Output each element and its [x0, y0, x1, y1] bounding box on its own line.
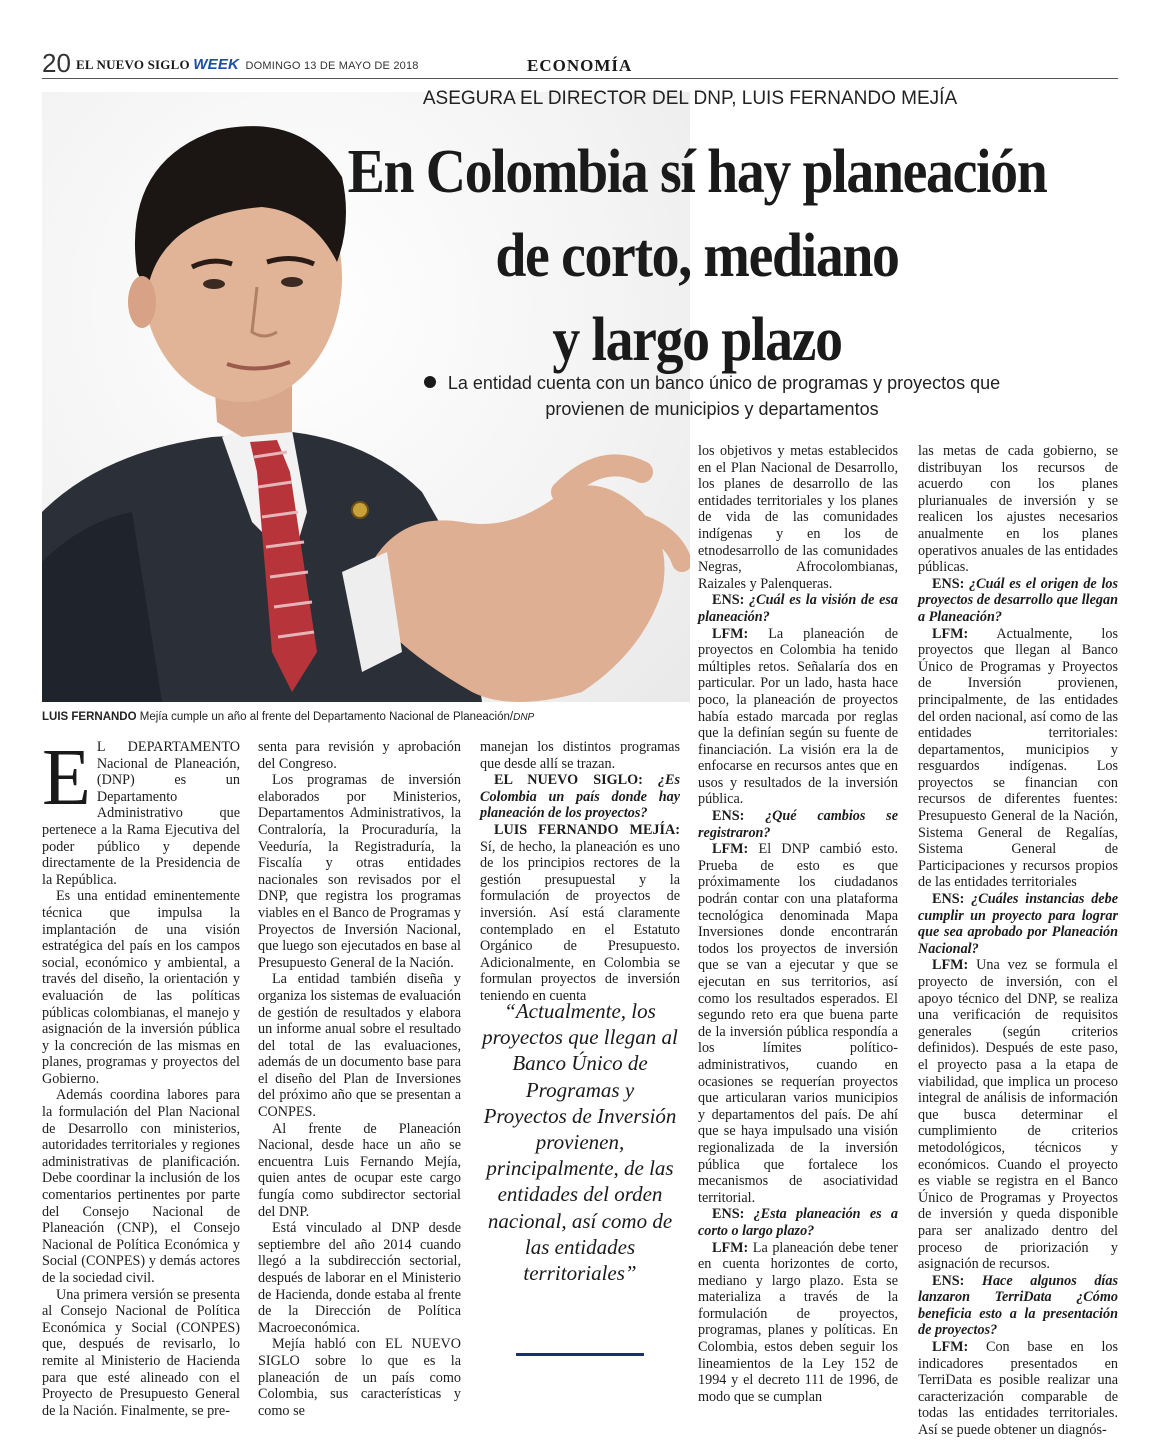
headline-line-3: y largo plazo: [552, 306, 842, 374]
paper-name: EL NUEVO SIGLO: [76, 57, 190, 72]
interview-question: ENS: ¿Qué cambios se registraron?: [698, 808, 898, 841]
column-5: [918, 443, 1118, 1439]
paragraph: senta para revisión y aprobación del Congreso.: [258, 739, 461, 772]
interview-answer: LFM: El DNP cambió esto. Prueba de esto es que próximamente los ciudadanos podrán contar con una plataforma tecnológica denominada Mapa Inversiones donde encontrarán todos los proyectos de inversión que se van a ejecutar y que se ejecutan en sus territorios, así como los resultados esperados. El segundo reto era que buena parte de la inversión pública respondía a los límites político-administrativos, cuando en ocasiones se requerían proyectos que articularan varios municipios y departamentos del país. De ahí que se haya impulsado una visión regionalizada de la inversión pública que fortalece los mecanismos de asociatividad territorial.: [698, 841, 898, 1206]
paragraph: Los programas de inversión elaborados por Ministerios, Departamentos Administrativos, la Contraloría, la Procuraduría, la Veeduría, la Registraduría, la Fiscalía y otras entidades nacionales son revisados por el DNP, que registra los programas viables en el Banco de Programas y Proyectos de Inversión Nacional, que luego son ejecutados en base al Presupuesto General de la Nación.: [258, 772, 461, 971]
article-subhead: [382, 370, 1042, 422]
pull-quote: “Actualmente, los proyectos que llegan al Banco Único de Programas y Proyectos de Inversión provienen, principalmente, de las entidades del orden nacional, así como de las entidades territoriales”: [482, 999, 678, 1286]
interview-answer: LFM: La planeación debe tener en cuenta horizontes de corto, mediano y largo plazo. Esta se materializa a través de la formulación de proyectos, programas, planes y políticas. En Colombia, estos deben seguir los lineamientos de la Ley 152 de 1994 y el decreto 111 de 1996, de modo que se cumplan: [698, 1239, 898, 1405]
column-4: [698, 443, 898, 1405]
interview-question: ENS: ¿Cuáles instancias debe cumplir un proyecto para lograr que sea aprobado por Planeación Nacional?: [918, 891, 1118, 957]
subhead-text: La entidad cuenta con un banco único de programas y proyectos que provienen de municipios y departamentos: [447, 373, 1001, 419]
interview-question: ENS: Hace algunos días lanzaron TerriData ¿Cómo beneficia esto a la presentación de proyectos?: [918, 1272, 1118, 1339]
drop-cap: E: [42, 734, 91, 822]
interview-question: EL NUEVO SIGLO: ¿Es Colombia un país donde hay planeación de los proyectos?: [480, 772, 681, 822]
paragraph: Al frente de Planeación Nacional, desde hace un año se encuentra Luis Fernando Mejía, quien antes de ocupar este cargo fungía como subdirector sectorial del DNP.: [258, 1120, 461, 1220]
bullet-icon: [424, 376, 436, 388]
column-2: [258, 739, 461, 1419]
section-title: ECONOMÍA: [527, 56, 633, 75]
interview-question: ENS: ¿Cuál es la visión de esa planeación?: [698, 592, 898, 625]
paragraph: La entidad también diseña y organiza los sistemas de evaluación de gestión de resultados y elabora un informe anual sobre el resultado del total de las evaluaciones, además de un documento base para el diseño del Plan de Inversiones del próximo año que se presentan a CONPES.: [258, 971, 461, 1121]
page-header: [42, 48, 1118, 79]
interview-answer: LFM: Actualmente, los proyectos que llegan al Banco Único de Programas y Proyectos de Inversión provienen, principalmente, de las entidades del orden nacional, así como de las entidades territoriales: departamentos, municipios y resguardos indígenas. Los proyectos se financian con recursos de diferentes fuentes: Presupuesto General de la Nación, Sistema General de Regalías, Sistema General de Participaciones y recursos propios de las entidades territoriales: [918, 625, 1118, 891]
paper-edition: WEEK: [193, 56, 240, 73]
masthead: [76, 56, 419, 73]
paragraph: Una primera versión se presenta al Consejo Nacional de Política Económica y Social (CONPES) que, después de revisarlo, lo remite al Ministerio de Hacienda para que esté alineado con el Proyecto de Presupuesto General de la Nación. Finalmente, se pre-: [42, 1286, 240, 1419]
article-kicker: ASEGURA EL DIRECTOR DEL DNP, LUIS FERNANDO MEJÍA: [422, 88, 958, 109]
headline-line-1: En Colombia sí hay planeación: [347, 138, 1047, 206]
headline-line-2: de corto, mediano: [495, 222, 899, 290]
pull-quote-rule: [516, 1353, 644, 1356]
paragraph: Además coordina labores para la formulación del Plan Nacional de Desarrollo con ministerios, autoridades territoriales y regiones administrativas de planificación. Debe coordinar la inclusión de los comentarios pertinentes por parte del Consejo Nacional de Planeación (CNP), el Consejo Nacional de Política Económica y Social (CONPES) y demás actores de la sociedad civil.: [42, 1087, 240, 1286]
page-number: 20: [42, 48, 71, 78]
paragraph: Es una entidad eminentemente técnica que impulsa la implantación de una visión estratégica del país en los campos social, económico y ambiental, a través del diseño, la orientación y evaluación de las políticas públicas colombianas, el manejo y asignación de la inversión pública y la concreción de las mismas en planes, programas y proyectos del Gobierno.: [42, 888, 240, 1087]
interview-answer: LFM: Con base en los indicadores presentados en TerriData es posible realizar una caracterización comparable de todas las entidades territoriales. Así se puede obtener un diagnós-: [918, 1339, 1118, 1439]
paragraph: manejan los distintos programas que desde allí se trazan.: [480, 739, 680, 772]
issue-date: DOMINGO 13 DE MAYO DE 2018: [245, 60, 419, 72]
interview-answer: LFM: La planeación de proyectos en Colombia ha tenido múltiples retos. Señalaría dos en particular. Por un lado, hasta hace poco, la planeación de proyectos había estado marcada por reglas que la definían según su fuente de financiación. La visión era la de enfocarse en recursos antes que en usos y resultados de la inversión pública.: [698, 625, 898, 808]
article-headline: [324, 130, 1071, 382]
paragraph: E L DEPARTAMENTO Nacional de Planeación, (DNP) es un Departamento Administrativo que pertenece a la Rama Ejecutiva del poder público y depende directamente de la Presidencia de la República.: [42, 734, 240, 888]
interview-question: ENS: ¿Cuál es el origen de los proyectos de desarrollo que llegan a Planeación?: [918, 575, 1118, 625]
photo-caption: [42, 711, 690, 723]
column-3: [480, 739, 680, 1005]
interview-answer: LFM: Una vez se formula el proyecto de inversión, con el apoyo técnico del DNP, se realiza una verificación de requisitos generales (según criterios definidos). Después de este paso, el proyecto pasa a la etapa de viabilidad, que implica un proceso integral de análisis de información que busca determinar el cumplimiento de criterios metodológicos, técnicos y económicos. Cuando el proyecto es viable se registra en el Banco Único de Programas y Proyectos de inversión y queda disponible para ser analizado dentro del proceso de priorización y asignación de recursos.: [918, 957, 1118, 1273]
paragraph: las metas de cada gobierno, se distribuyan los recursos de acuerdo con los planes plurianuales de inversión y se realicen los ajustes necesarios anualmente en los planes operativos anuales de las entidades públicas.: [918, 443, 1118, 576]
interview-question: ENS: ¿Esta planeación es a corto o largo plazo?: [698, 1206, 898, 1239]
paragraph: Mejía habló con EL NUEVO SIGLO sobre lo que es la planeación de un país como Colombia, sus características y como se: [258, 1336, 461, 1419]
paragraph: los objetivos y metas establecidos en el Plan Nacional de Desarrollo, los planes de desarrollo de las entidades territoriales y los planes de vida de las comunidades indígenas y en los de etnodesarrollo de las comunidades Negras, Afrocolombianas, Raizales y Palenqueras.: [698, 443, 898, 592]
caption-text: Mejía cumple un año al frente del Departamento Nacional de Planeación/: [136, 711, 514, 723]
caption-lead: LUIS FERNANDO: [42, 711, 137, 723]
interview-answer: LUIS FERNANDO MEJÍA: Sí, de hecho, la planeación es uno de los principios rectores de la gestión presupuestal y la formulación de proyectos de inversión. Así está claramente contemplado en el Estatuto Orgánico de Presupuesto. Adicionalmente, en Colombia se formulan proyectos de inversión teniendo en cuenta: [480, 821, 680, 1004]
column-1: [42, 734, 240, 1419]
caption-credit: DNP: [513, 712, 535, 723]
paragraph: Está vinculado al DNP desde septiembre del año 2014 cuando llegó a la subdirección sectorial, después de laborar en el Ministerio de Hacienda, donde estaba al frente de la Dirección de Política Macroeconómica.: [258, 1220, 461, 1336]
